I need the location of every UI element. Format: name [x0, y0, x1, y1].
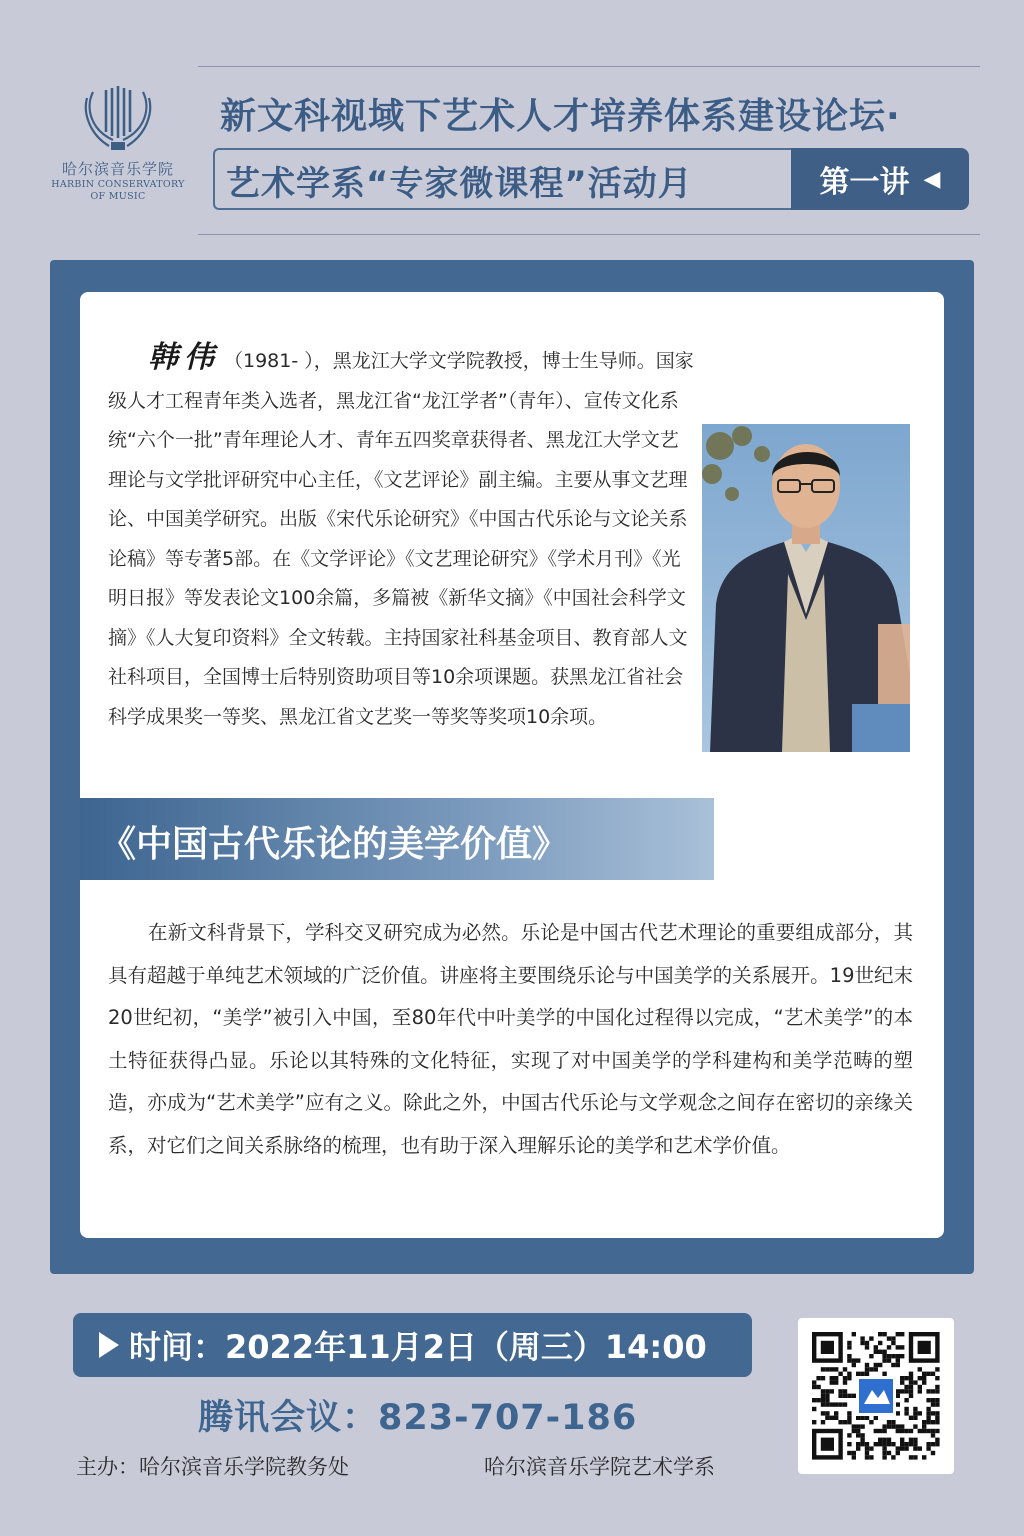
- left-arrow-icon: ◀: [923, 166, 941, 192]
- speaker-bio-text: （1981- ），黑龙江大学文学院教授，博士生导师。国家级人才工程青年类入选者，黑龙江省“龙江学者”（青年）、宣传文化系统“六个一批”青年理论人才、青年五四奖章获得者、黑龙江大学文艺理论与文学批评研究中心主任，《文艺评论》副主编。主要从事文艺理论、中国美学研究。出版《宋代乐论研究》《中国古代乐论与文论关系论稿》等专著5部。在《文学评论》《文艺理论研究》《学术月刊》《光明日报》等发表论文100余篇，多篇被《新华文摘》《中国社会科学文摘》《人大复印资料》全文转载。主持国家社科基金项目、教育部人文社科项目，全国博士后特别资助项目等10余项课题。获黑龙江省社会科学成果奖一等奖、黑龙江省文艺奖一等奖等奖项10余项。: [108, 350, 694, 728]
- photo-spacer: [695, 414, 913, 814]
- lecture-title: 《中国古代乐论的美学价值》: [100, 824, 569, 865]
- header-divider-top: [198, 66, 980, 67]
- logo-name-en-2: OF MUSIC: [90, 191, 146, 202]
- qr-code-icon: [798, 1318, 954, 1474]
- header-divider-bottom: [198, 234, 980, 235]
- school-logo: [48, 82, 188, 203]
- event-time: 时间：2022年11月2日（周三）14:00: [129, 1328, 707, 1366]
- logo-name-en-1: HARBIN CONSERVATORY: [51, 179, 185, 190]
- speaker-bio: [108, 338, 913, 814]
- department: 哈尔滨音乐学院艺术学系: [484, 1455, 715, 1479]
- lecture-description: 在新文科背景下，学科交叉研究成为必然。乐论是中国古代艺术理论的重要组成部分，其具有超越于单纯艺术领域的广泛价值。讲座将主要围绕乐论与中国美学的关系展开。19世纪末20世纪初，“美学”被引入中国，至80年代中叶美学的中国化过程得以完成，“艺术美学”的本土特征获得凸显。乐论以其特殊的文化特征，实现了对中国美学的学科建构和美学范畴的塑造，亦成为“艺术美学”应有之义。除此之外，中国古代乐论与文学观念之间存在密切的亲缘关系，对它们之间关系脉络的梳理，也有助于深入理解乐论的美学和艺术学价值。: [108, 921, 913, 1157]
- meeting-id: 腾讯会议：823-707-186: [198, 1398, 638, 1438]
- activity-title: 艺术学系“专家微课程”活动月: [226, 164, 693, 204]
- forum-title: 新文科视域下艺术人才培养体系建设论坛·: [220, 96, 901, 137]
- lecture-number-tab: [791, 148, 969, 210]
- time-bar: [73, 1313, 752, 1377]
- play-icon: [99, 1332, 119, 1358]
- lyre-icon: [83, 82, 153, 154]
- speaker-name: 韩伟: [148, 340, 220, 375]
- lecture-number: 第一讲: [819, 165, 910, 200]
- organizer: 主办：哈尔滨音乐学院教务处: [76, 1455, 349, 1479]
- qr-code[interactable]: [798, 1318, 954, 1474]
- logo-name-cn: 哈尔滨音乐学院: [61, 160, 174, 178]
